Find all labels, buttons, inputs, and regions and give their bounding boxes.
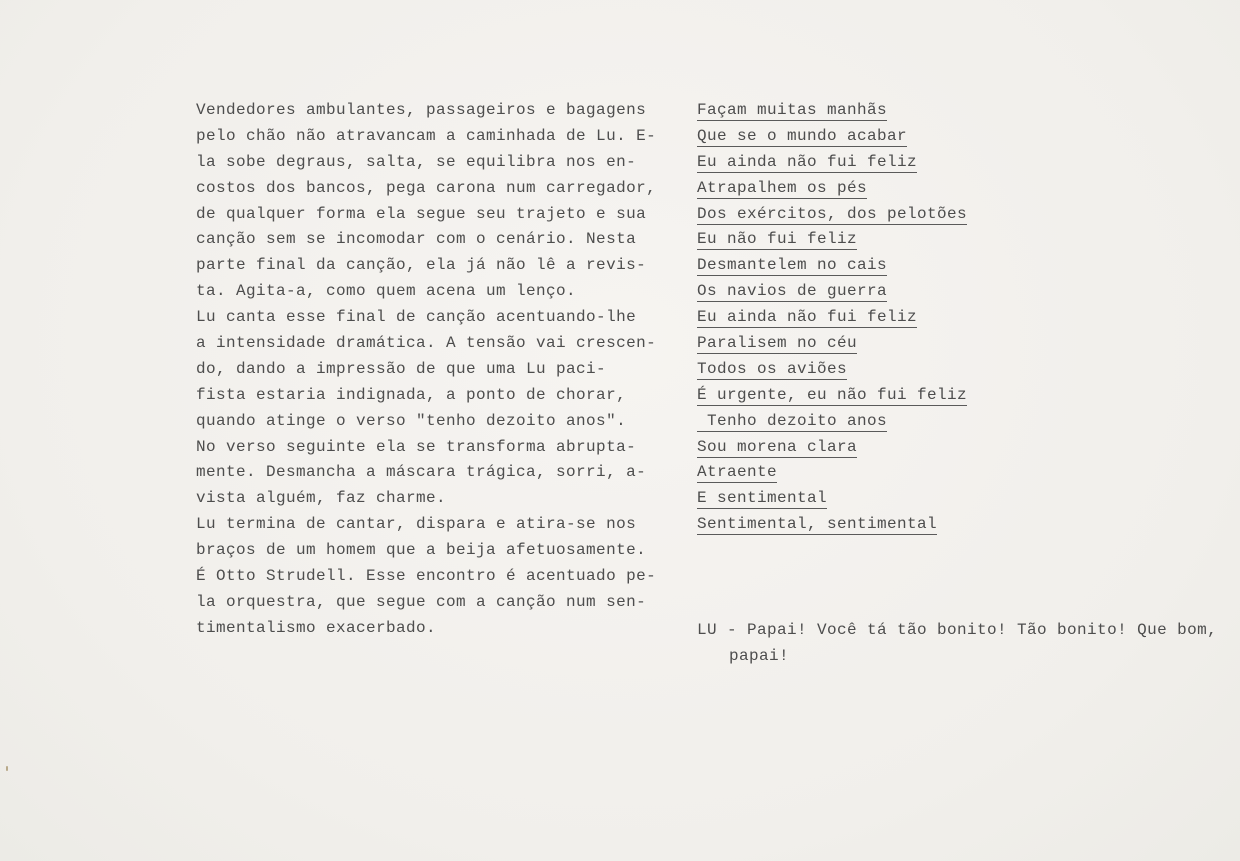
lyric-line [697, 176, 997, 202]
lyric-text: Eu ainda não fui feliz [697, 152, 918, 171]
lyric-line [697, 124, 997, 150]
lyric-line [697, 150, 997, 176]
lyric-text: Paralisem no céu [697, 334, 858, 353]
lyric-line [697, 98, 997, 124]
stage-line: costos dos bancos, pega carona num carregador, [196, 178, 657, 197]
lyric-line [697, 357, 997, 383]
song-lyrics-block [697, 98, 997, 538]
stage-line: fista estaria indignada, a ponto de chorar, [196, 385, 627, 404]
lyric-text: Eu ainda não fui feliz [697, 308, 918, 327]
stage-line: É Otto Strudell. Esse encontro é acentuado pe- [196, 567, 657, 586]
lyric-line [697, 305, 997, 331]
stage-line: Lu canta esse final de canção acentuando-lhe [196, 308, 637, 327]
stage-line: de qualquer forma ela segue seu trajeto e sua [196, 204, 647, 223]
lyric-text: Tenho dezoito anos [697, 411, 888, 430]
dialogue-continuation: papai! [729, 647, 790, 665]
lyric-line [697, 202, 997, 228]
stage-line: parte final da canção, ela já não lê a revis- [196, 256, 647, 275]
stage-line: Vendedores ambulantes, passageiros e bagagens [196, 101, 647, 119]
stage-line: vista alguém, faz charme. [196, 489, 447, 508]
stage-line: Lu termina de cantar, dispara e atira-se nos [196, 515, 637, 534]
lyric-text: Façam muitas manhãs [697, 101, 888, 119]
lyric-text: Sentimental, sentimental [697, 515, 938, 534]
stage-line: pelo chão não atravancam a caminhada de Lu. E- [196, 126, 657, 145]
lyric-text: Que se o mundo acabar [697, 126, 908, 145]
lyric-text: Eu não fui feliz [697, 230, 858, 249]
paper-speck [6, 766, 8, 771]
lyric-line [697, 486, 997, 512]
lyric-line [697, 383, 997, 409]
lyric-text: Desmantelem no cais [697, 256, 888, 275]
lyric-text: Os navios de guerra [697, 282, 888, 301]
lyric-text: É urgente, eu não fui feliz [697, 385, 968, 404]
stage-line: la orquestra, que segue com a canção num sen- [196, 592, 647, 611]
lyric-text: Atrapalhem os pés [697, 178, 868, 197]
lyric-text: E sentimental [697, 489, 828, 508]
stage-line: la sobe degraus, salta, se equilibra nos en- [196, 152, 637, 171]
lyric-line [697, 253, 997, 279]
lyric-line [697, 227, 997, 253]
lyric-line [697, 512, 997, 538]
lyric-text: Dos exércitos, dos pelotões [697, 204, 968, 223]
stage-line: canção sem se incomodar com o cenário. Nesta [196, 230, 637, 249]
lyric-line [697, 279, 997, 305]
lyric-text: Atraente [697, 463, 778, 482]
lyric-text: Todos os aviões [697, 359, 848, 378]
lyric-line [697, 331, 997, 357]
lyric-line [697, 409, 997, 435]
stage-line: do, dando a impressão de que uma Lu paci- [196, 359, 607, 378]
stage-line: timentalismo exacerbado. [196, 618, 437, 637]
lyric-line [697, 460, 997, 486]
dialogue-speaker-line: LU - Papai! Você tá tão bonito! Tão bonito! Que bom, [697, 621, 1218, 639]
stage-direction-block [196, 98, 676, 642]
dialogue-block [697, 617, 1237, 669]
stage-line: braços de um homem que a beija afetuosamente. [196, 541, 647, 560]
stage-line: ta. Agita-a, como quem acena um lenço. [196, 282, 577, 301]
stage-line: quando atinge o verso "tenho dezoito anos". [196, 411, 627, 430]
stage-line: mente. Desmancha a máscara trágica, sorri, a- [196, 463, 647, 482]
stage-line: No verso seguinte ela se transforma abrupta- [196, 437, 637, 456]
lyric-text: Sou morena clara [697, 437, 858, 456]
lyric-line [697, 435, 997, 461]
stage-line: a intensidade dramática. A tensão vai crescen- [196, 334, 657, 353]
